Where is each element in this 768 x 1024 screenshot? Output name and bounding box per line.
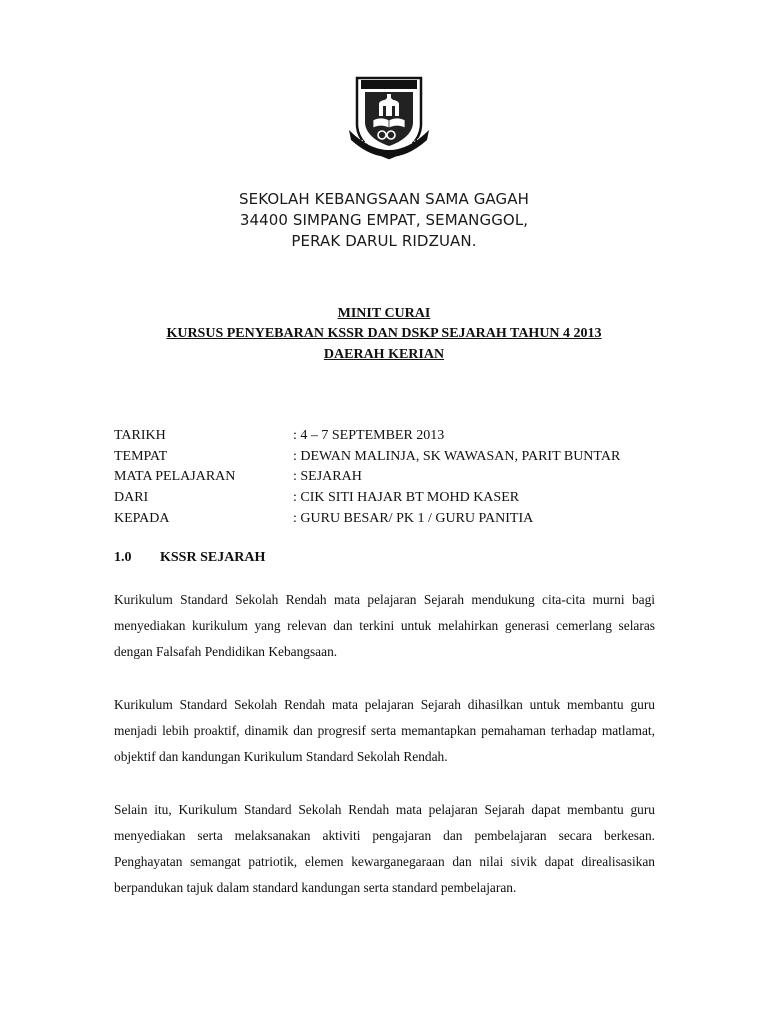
info-label: DARI: [114, 490, 149, 505]
section-title: KSSR SEJARAH: [160, 550, 266, 565]
school-crest-logo: [343, 72, 435, 164]
info-row-kepada: [114, 509, 674, 529]
info-row-tarikh: [114, 426, 674, 446]
info-value: : CIK SITI HAJAR BT MOHD KASER: [293, 488, 519, 508]
info-row-dari: [114, 488, 674, 508]
info-row-mata-pelajaran: [114, 467, 674, 487]
info-value: : 4 – 7 SEPTEMBER 2013: [293, 426, 444, 446]
paragraph: Kurikulum Standard Sekolah Rendah mata pelajaran Sejarah dihasilkan untuk membantu guru menjadi lebih proaktif, dinamik dan progresif serta memantapkan pemahaman terhadap matlamat, objektif dan kandungan Kurikulum Standard Sekolah Rendah.: [114, 697, 655, 764]
school-address-line1: 34400 SIMPANG EMPAT, SEMANGGOL,: [239, 211, 529, 229]
paragraph: Kurikulum Standard Sekolah Rendah mata pelajaran Sejarah mendukung cita-cita murni bagi menyediakan kurikulum yang relevan dan terkini untuk melahirkan generasi cemerlang selaras dengan Falsafah Pendidikan Kebangsaan.: [114, 592, 655, 659]
info-label: KEPADA: [114, 511, 170, 526]
info-value: : SEJARAH: [293, 467, 362, 487]
school-address-line2: PERAK DARUL RIDZUAN.: [291, 232, 477, 250]
section-number: 1.0: [114, 550, 132, 565]
document-district: DAERAH KERIAN: [323, 347, 445, 362]
paragraph: Selain itu, Kurikulum Standard Sekolah Rendah mata pelajaran Sejarah dapat membantu guru menyediakan serta melaksanakan aktiviti pengajaran dan pembelajaran secara berkesan. Penghayatan semangat patriotik, elemen kewarganegaraan dan nilai sivik dapat direalisasikan berpandukan tajuk dalam standard kandungan serta standard pembelajaran.: [114, 802, 655, 895]
info-row-tempat: [114, 447, 674, 467]
document-title: MINIT CURAI: [337, 306, 431, 321]
info-value: : DEWAN MALINJA, SK WAWASAN, PARIT BUNTAR: [293, 447, 620, 467]
section-heading: [114, 548, 265, 568]
document-subtitle: KURSUS PENYEBARAN KSSR DAN DSKP SEJARAH TAHUN 4 2013: [166, 326, 602, 341]
info-value: : GURU BESAR/ PK 1 / GURU PANITIA: [293, 509, 533, 529]
info-label: MATA PELAJARAN: [114, 469, 236, 484]
school-name: SEKOLAH KEBANGSAAN SAMA GAGAH: [239, 190, 529, 208]
info-label: TARIKH: [114, 428, 166, 443]
info-label: TEMPAT: [114, 449, 168, 464]
